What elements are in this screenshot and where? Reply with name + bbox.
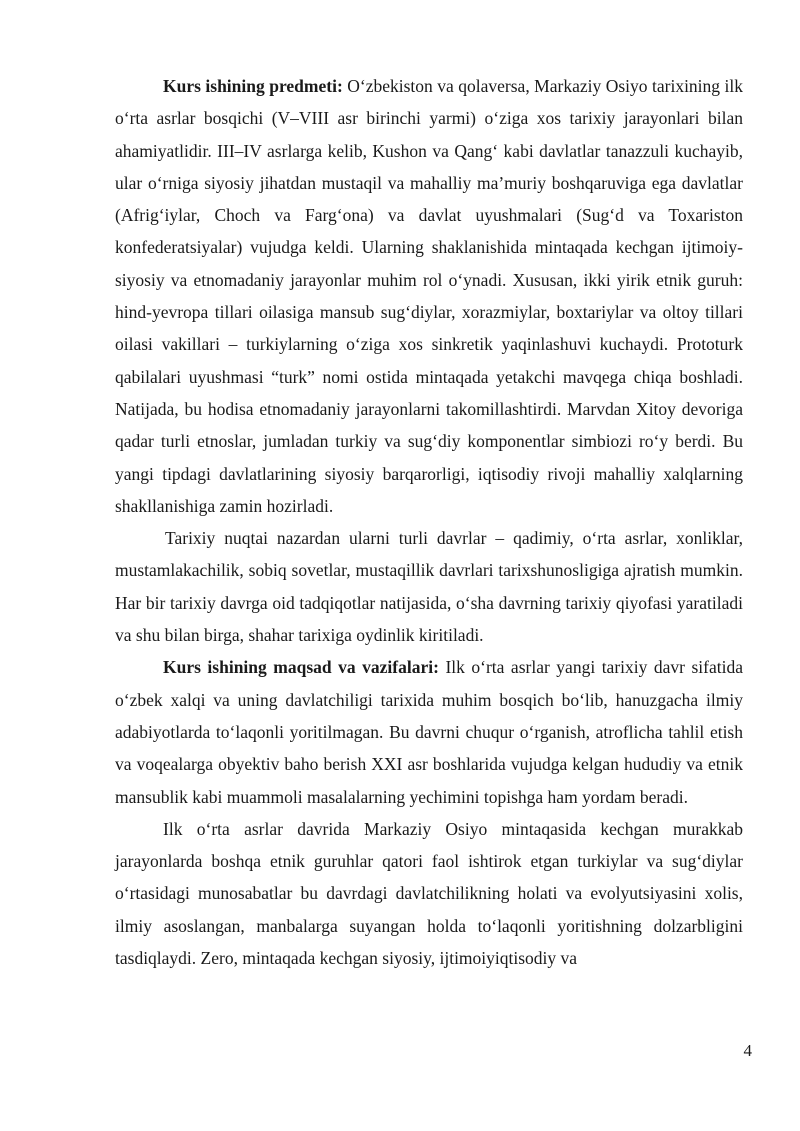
paragraph-goals-text: Ilk o‘rta asrlar yangi tarixiy davr sifatida o‘zbek xalqi va uning davlatchiligi tarixida muhim bosqich bo‘lib, hanuzgacha ilmiy adabiyotlarda to‘laqonli yoritilmagan. Bu davrni chuqur o‘rganish, atroflicha tahlil etish va voqealarga obyektiv baho berish XXI asr boshlarida vujudga kelgan hududiy va etnik mansublik kabi muammoli masalalarning yechimini topishga ham yordam beradi. [115,657,743,807]
paragraph-subject [115,70,743,522]
paragraph-relevance [115,813,743,974]
page-number: 4 [743,1041,752,1060]
paragraph-relevance-text: Ilk o‘rta asrlar davrida Markaziy Osiyo mintaqasida kechgan murakkab jarayonlarda boshqa etnik guruhlar qatori faol ishtirok etgan turkiylar va sug‘diylar o‘rtasidagi munosabatlar bu davrdagi davlatchilikning holati va evolyutsiyasini xolis, ilmiy asoslangan, manbalarga suyangan holda to‘laqonli yoritishning dolzarbligini tasdiqlaydi. Zero, mintaqada kechgan siyosiy, ijtimoiyiqtisodiy va [115,818,743,969]
paragraph-goals [115,651,743,812]
heading-goals: Kurs ishining maqsad va vazifalari: [163,657,439,678]
paragraph-historiography-text: Tarixiy nuqtai nazardan ularni turli davrlar – qadimiy, o‘rta asrlar, xonliklar, mustamlakachilik, sobiq sovetlar, mustaqillik davrlari tarixshunosligiga ajratish mumkin. Har bir tarixiy davrga oid tadqiqotlar natijasida, o‘sha davrning tarixiy qiyofasi yaratiladi va shu bilan birga, shahar tarixiga oydinlik kiritiladi. [115,528,743,646]
paragraph-subject-text: O‘zbekiston va qolaversa, Markaziy Osiyo tarixining ilk o‘rta asrlar bosqichi (V–VIII asr birinchi yarmi) o‘ziga xos tarixiy jarayonlari bilan ahamiyatlidir. III–IV asrlarga kelib, Kushon va Qang‘ kabi davlatlar tanazzuli kuchayib, ular o‘rniga siyosiy jihatdan mustaqil va mahalliy ma’muriy boshqaruviga ega davlatlar (Afrig‘iylar, Choch va Farg‘ona) va davlat uyushmalari (Sug‘d va Toxariston konfederatsiyalar) vujudga keldi. Ularning shaklanishida mintaqada kechgan ijtimoiy-siyosiy va etnomadaniy jarayonlar muhim rol o‘ynadi. Xususan, ikki yirik etnik guruh: hind-yevropa tillari oilasiga mansub sug‘diylar, xorazmiylar, boxtariylar va oltoy tillari oilasi vakillari – turkiylarning o‘ziga xos sinkretik yaqinlashuvi kuchaydi. Prototurk qabilalari uyushmasi “turk” nomi ostida mintaqada yetakchi mavqega chiqa boshladi. Natijada, bu hodisa etnomadaniy jarayonlarni takomillashtirdi. Marvdan Xitoy devoriga qadar turli etnoslar, jumladan turkiy va sug‘diy komponentlar simbiozi ro‘y berdi. Bu yangi tipdagi davlatlarining siyosiy barqarorligi, iqtisodiy rivoji mahalliy xalqlarning shakllanishiga zamin hozirladi. [115,76,743,516]
paragraph-historiography [115,522,743,651]
heading-subject: Kurs ishining predmeti: [163,76,343,96]
